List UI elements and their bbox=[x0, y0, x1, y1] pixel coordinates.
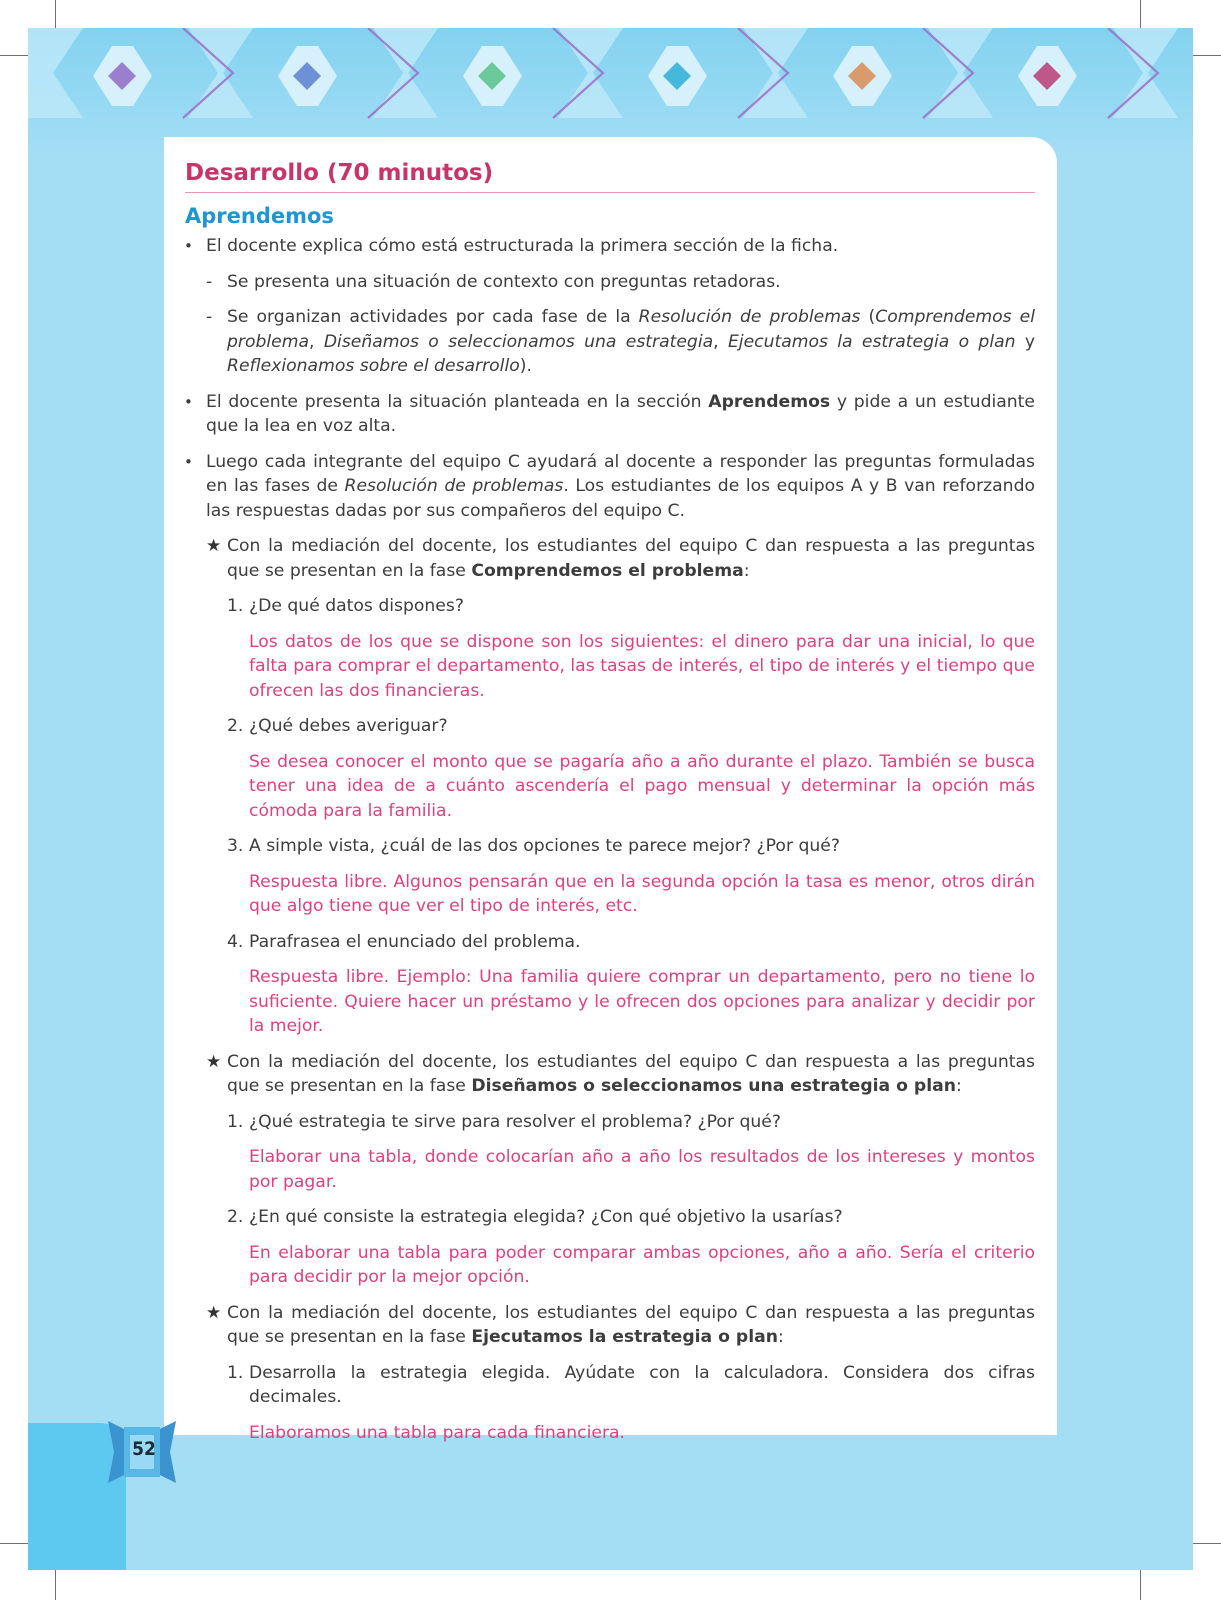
question-item bbox=[185, 714, 1035, 739]
star-icon: ★ bbox=[206, 1051, 222, 1072]
text: , bbox=[713, 331, 728, 352]
text: : bbox=[743, 560, 750, 581]
section-subtitle: Aprendemos bbox=[185, 204, 334, 228]
text: y bbox=[1015, 331, 1036, 352]
crop-mark bbox=[55, 1570, 56, 1600]
crop-mark bbox=[1193, 55, 1221, 56]
question-text: ¿En qué consiste la estrategia elegida? ¿Con qué objetivo la usarías? bbox=[249, 1207, 843, 1227]
question-item bbox=[185, 834, 1035, 859]
question-number: 1. bbox=[227, 1111, 244, 1132]
star-item bbox=[185, 1050, 1035, 1099]
section-title: Desarrollo (70 minutos) bbox=[185, 158, 1035, 193]
star-icon: ★ bbox=[206, 1302, 222, 1323]
italic-text: Diseñamos o seleccionamos una estrategia bbox=[323, 331, 714, 352]
text: Luego cada integrante del equipo C ayudará al docente a responder las preguntas formuladas en las fases de bbox=[206, 451, 1035, 496]
text: Con la mediación del docente, los estudiantes del equipo C dan respuesta a las preguntas que se presentan en la fase bbox=[227, 536, 1035, 581]
question-text: ¿Qué debes averiguar? bbox=[249, 716, 448, 736]
bullet-marker: • bbox=[184, 237, 193, 255]
text: : bbox=[955, 1076, 962, 1096]
crop-mark bbox=[0, 55, 28, 56]
question-item bbox=[185, 1110, 1035, 1135]
bold-text: Diseñamos o seleccionamos una estrategia o plan bbox=[471, 1076, 956, 1096]
italic-text: Reflexionamos sobre el desarrollo bbox=[227, 356, 520, 376]
text: Con la mediación del docente, los estudiantes del equipo C dan respuesta a las preguntas que se presentan en la fase bbox=[227, 1302, 1035, 1347]
text: , bbox=[309, 331, 324, 352]
question-number: 2. bbox=[227, 1207, 244, 1227]
text: : bbox=[777, 1327, 784, 1347]
text: y pide a un estudiante que la lea en voz alta. bbox=[206, 391, 1035, 436]
bullet-item bbox=[185, 450, 1035, 524]
crop-mark bbox=[1140, 0, 1141, 28]
crop-mark bbox=[55, 0, 56, 28]
text: Con la mediación del docente, los estudiantes del equipo C dan respuesta a las preguntas que se presentan en la fase bbox=[227, 1051, 1035, 1096]
question-number: 1. bbox=[227, 1362, 244, 1383]
text: Se presenta una situación de contexto con preguntas retadoras. bbox=[227, 271, 781, 292]
text: . Los estudiantes de los equipos A y B van reforzando las respuestas dadas por sus compañeros del equipo C. bbox=[206, 476, 1036, 521]
bullet-marker: • bbox=[184, 452, 193, 471]
answer-text: Se desea conocer el monto que se pagaría año a año durante el plazo. También se busca tener una idea de a cuánto ascendería el pago mensual y determinar la opción más cómoda para la familia. bbox=[249, 751, 1035, 821]
dash-item bbox=[185, 270, 1035, 295]
question-text: Parafrasea el enunciado del problema. bbox=[249, 931, 581, 952]
italic-text: Resolución de problemas bbox=[638, 307, 861, 327]
crop-mark bbox=[0, 1543, 28, 1544]
italic-text: Comprendemos el problema bbox=[227, 307, 1035, 352]
star-item bbox=[185, 534, 1035, 583]
answer-text: En elaborar una tabla para poder comparar ambas opciones, año a año. Sería el criterio para decidir por la mejor opción. bbox=[249, 1242, 1035, 1287]
question-item bbox=[185, 1205, 1035, 1230]
question-text: Desarrolla la estrategia elegida. Ayúdate con la calculadora. Considera dos cifras decimales. bbox=[249, 1362, 1035, 1407]
answer-text: Elaboramos una tabla para cada financiera. bbox=[249, 1422, 626, 1443]
bold-text: Ejecutamos la estrategia o plan bbox=[471, 1327, 778, 1347]
answer-text: Respuesta libre. Ejemplo: Una familia quiere comprar un departamento, pero no tiene lo suficiente. Quiere hacer un préstamo y le ofrecen dos opciones para analizar y decidir por la mejor. bbox=[249, 967, 1035, 1036]
answer-text: Elaborar una tabla, donde colocarían año a año los resultados de los intereses y montos por pagar. bbox=[249, 1147, 1035, 1192]
text: El docente presenta la situación planteada en la sección bbox=[206, 391, 709, 412]
question-text: ¿Qué estrategia te sirve para resolver el problema? ¿Por qué? bbox=[249, 1111, 781, 1132]
bold-text: Comprendemos el problema bbox=[471, 560, 744, 581]
star-item bbox=[185, 1301, 1035, 1350]
question-number: 3. bbox=[227, 836, 244, 856]
question-text: ¿De qué datos dispones? bbox=[249, 596, 464, 616]
crop-mark bbox=[1193, 1543, 1221, 1544]
question-item bbox=[185, 594, 1035, 619]
question-item bbox=[185, 1361, 1035, 1410]
page-number: 52 bbox=[132, 1438, 156, 1460]
text: El docente explica cómo está estructurada la primera sección de la ficha. bbox=[206, 236, 839, 256]
question-number: 4. bbox=[227, 931, 244, 952]
italic-text: Ejecutamos la estrategia o plan bbox=[727, 331, 1016, 352]
crop-mark bbox=[1140, 1570, 1141, 1600]
text: Se organizan actividades por cada fase de la bbox=[227, 307, 639, 327]
text: ). bbox=[519, 356, 532, 376]
answer-text: Los datos de los que se dispone son los siguientes: el dinero para dar una inicial, lo que falta para comprar el departamento, las tasas de interés, el tipo de interés y el tiempo que ofrecen las dos financieras. bbox=[249, 631, 1035, 701]
text: ( bbox=[860, 307, 876, 327]
question-text: A simple vista, ¿cuál de las dos opciones te parece mejor? ¿Por qué? bbox=[249, 836, 840, 856]
star-icon: ★ bbox=[206, 536, 222, 556]
bullet-item bbox=[185, 234, 1035, 259]
bullet-item bbox=[185, 390, 1035, 439]
dash-marker: - bbox=[206, 271, 213, 292]
bold-text: Aprendemos bbox=[708, 391, 831, 412]
dash-marker: - bbox=[206, 307, 213, 327]
question-number: 1. bbox=[227, 596, 244, 616]
italic-text: Resolución de problemas bbox=[344, 476, 564, 496]
question-number: 2. bbox=[227, 716, 244, 736]
answer-text: Respuesta libre. Algunos pensarán que en la segunda opción la tasa es menor, otros dirán que algo tiene que ver el tipo de interés, etc. bbox=[249, 871, 1035, 916]
page-content bbox=[185, 158, 1035, 1456]
dash-item bbox=[185, 305, 1035, 379]
question-item bbox=[185, 930, 1035, 955]
bullet-marker: • bbox=[184, 392, 193, 411]
